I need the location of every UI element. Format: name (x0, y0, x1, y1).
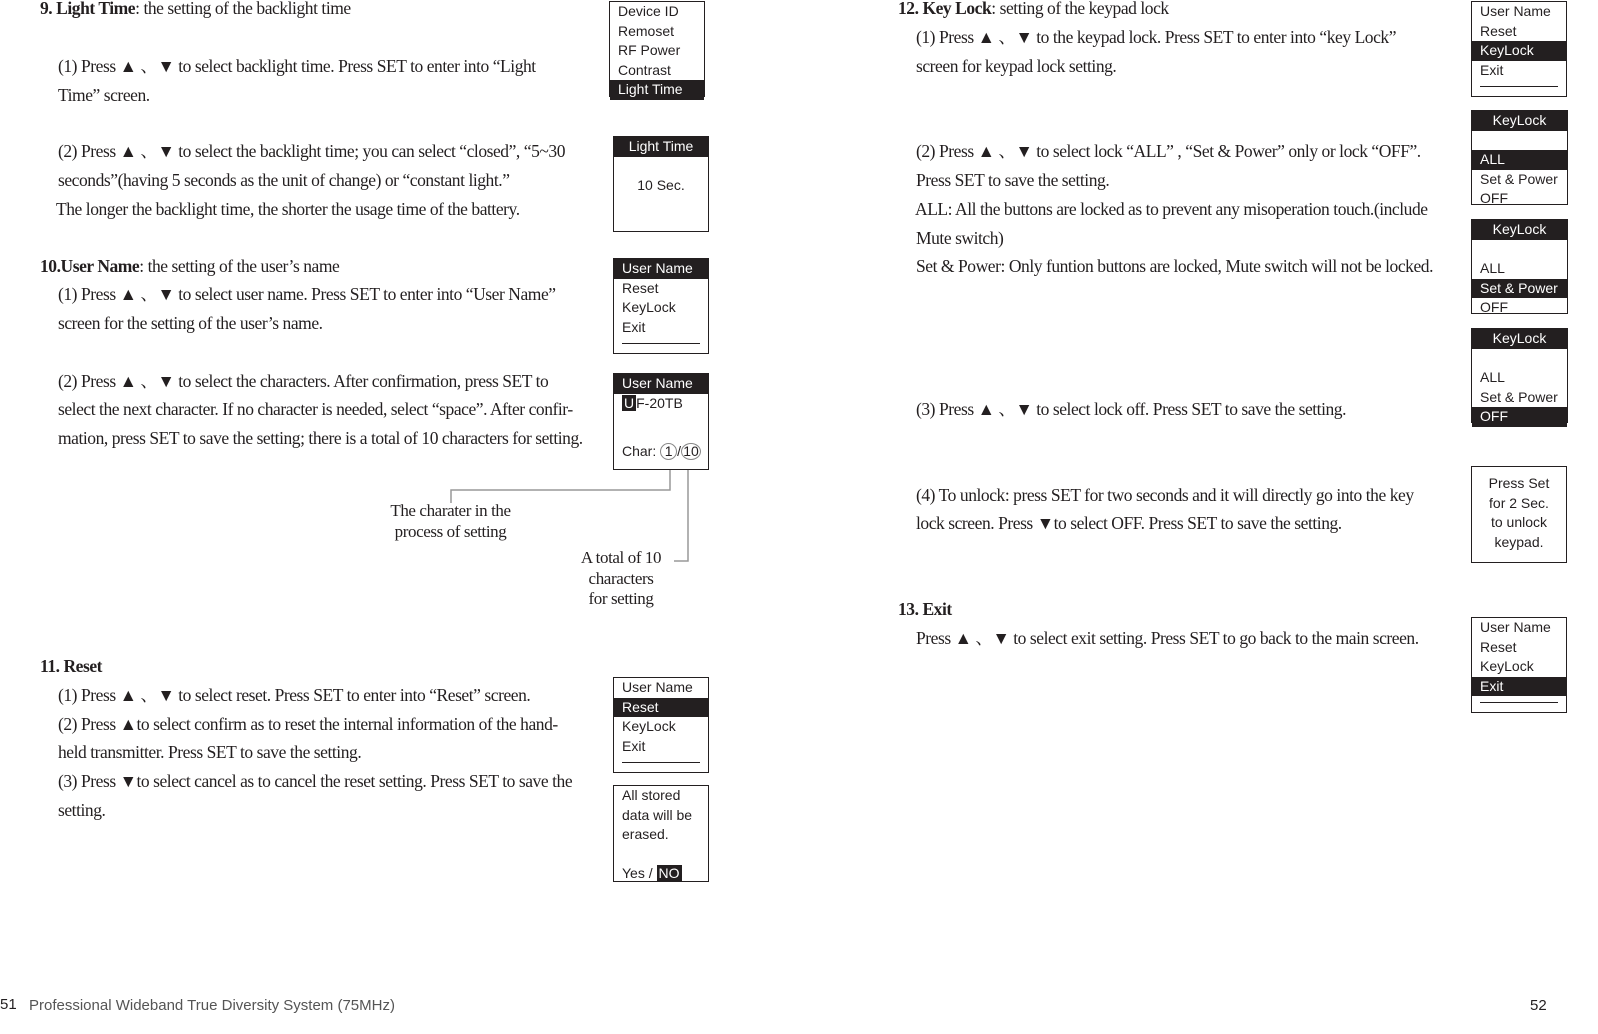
screen-row: All stored (622, 787, 681, 803)
paragraph-line: Press SET to save the setting. (916, 170, 1110, 190)
screen-row: User Name (1480, 619, 1551, 635)
menu-reset-screen (613, 677, 709, 773)
screen-row: Device ID (618, 3, 679, 19)
paragraph-line: (4) To unlock: press SET for two seconds and it will directly go into the key (916, 485, 1414, 505)
screen-row (1472, 349, 1567, 369)
screen-row: OFF (1480, 190, 1508, 206)
screen-row: RF Power (618, 42, 681, 58)
paragraph-line: (1) Press ▲ 、▼ to the keypad lock. Press SET to enter into “key Lock” (916, 27, 1397, 47)
keylock-all-screen (1471, 110, 1568, 205)
char-counter (614, 442, 708, 462)
screen-row: OFF (1480, 299, 1508, 315)
screen-row (614, 157, 708, 177)
screen-row: Remoset (618, 22, 675, 39)
annotation-char-in-process: The charater in the process of setting (390, 501, 511, 541)
reset-confirm-screen (613, 785, 709, 882)
char-position: 1 (660, 443, 677, 460)
no-option-selected: NO (658, 865, 680, 881)
screen-row: User Name (622, 679, 693, 695)
screen-row: 10 Sec. (637, 177, 685, 193)
screen-row: Contrast (618, 61, 671, 78)
paragraph-line: (1) Press ▲ 、▼ to select reset. Press SET to enter into “Reset” screen. (58, 685, 531, 705)
screen-row-selected: Set & Power (1472, 279, 1567, 299)
paragraph-line: (3) Press ▼to select cancel as to cancel the reset setting. Press SET to save the (58, 771, 573, 791)
screen-row: keypad. (1494, 533, 1544, 550)
screen-row: KeyLock (1480, 658, 1534, 674)
screen-divider (1480, 86, 1558, 87)
user-name-edit-screen (613, 373, 709, 470)
paragraph-line: (1) Press ▲ 、▼ to select user name. Press SET to enter into “User Name” (58, 284, 556, 304)
screen-row-selected: KeyLock (1472, 111, 1567, 131)
cursor-character: U (624, 394, 635, 411)
paragraph-line: (2) Press ▲ 、▼ to select the characters. After confirmation, press SET to (58, 371, 549, 391)
screen-row-selected: KeyLock (1472, 220, 1567, 240)
screen-divider (622, 762, 700, 763)
screen-row: Set & Power (1480, 388, 1558, 405)
paragraph-line: ALL: All the buttons are locked as to prevent any misoperation touch.(include (915, 199, 1428, 219)
menu-user-name-screen (613, 258, 709, 354)
paragraph-line: (3) Press ▲ 、▼ to select lock off. Press SET to save the setting. (916, 399, 1347, 419)
paragraph-line: seconds”(having 5 seconds as the unit of change) or “constant light.” (58, 170, 510, 190)
user-name-value (614, 394, 708, 414)
screen-row: ALL (1480, 260, 1505, 276)
paragraph-line: screen for the setting of the user’s name. (58, 313, 323, 333)
screen-row (614, 845, 708, 865)
section-light-time-heading: 9. Light Time: the setting of the backlight time (40, 0, 351, 18)
screen-row: Reset (622, 279, 659, 296)
screen-row-selected: ALL (1472, 150, 1567, 170)
paragraph-line: setting. (58, 800, 106, 820)
char-label: Char: (622, 443, 661, 459)
left-page-number: 51 (0, 996, 17, 1013)
screen-row: data will be (622, 806, 693, 823)
screen-row: Exit (1480, 61, 1504, 78)
screen-row-selected: Exit (1472, 677, 1566, 697)
menu-keylock-screen (1471, 1, 1567, 97)
paragraph-line: lock screen. Press ▼to select OFF. Press SET to save the setting. (916, 513, 1342, 533)
paragraph-line: Set & Power: Only funtion buttons are locked, Mute switch will not be locked. (916, 256, 1434, 276)
paragraph-line: (2) Press ▲ 、▼ to select lock “ALL” , “Set & Power” only or lock “OFF”. (916, 141, 1421, 161)
screen-row-selected: KeyLock (1472, 41, 1566, 61)
screen-row-selected: Light Time (610, 80, 704, 100)
screen-row (1472, 131, 1567, 151)
light-time-screen (613, 136, 709, 232)
paragraph-line: (1) Press ▲ 、▼ to select backlight time. Press SET to enter into “Light (58, 56, 536, 76)
char-total: 10 (681, 443, 701, 460)
screen-row: Reset (1480, 22, 1517, 39)
paragraph-line: screen for keypad lock setting. (916, 56, 1117, 76)
screen-row-selected: KeyLock (1472, 329, 1567, 349)
screen-row: Exit (622, 737, 646, 754)
footer-title: Professional Wideband True Diversity System (75MHz) (29, 997, 395, 1014)
screen-row: ALL (1480, 369, 1505, 385)
screen-row: to unlock (1490, 514, 1548, 530)
section-reset-heading: 11. Reset (40, 656, 103, 676)
screen-row: KeyLock (622, 718, 676, 734)
screen-row: User Name (1480, 3, 1551, 19)
unlock-screen (1471, 466, 1567, 563)
menu-light-time-screen (609, 1, 705, 97)
right-page-number: 52 (1530, 997, 1547, 1014)
paragraph-line: (2) Press ▲ 、▼ to select the backlight time; you can select “closed”, “5~30 (58, 141, 566, 161)
keylock-off-screen (1471, 328, 1568, 423)
paragraph-line: held transmitter. Press SET to save the setting. (58, 742, 362, 762)
keylock-set-power-screen (1471, 219, 1568, 314)
yes-option: Yes / (622, 865, 657, 881)
section-user-name-heading: 10.User Name: the setting of the user’s name (40, 256, 340, 276)
screen-divider (622, 343, 700, 344)
screen-divider (1480, 702, 1558, 703)
screen-row (1472, 240, 1567, 260)
paragraph-line: select the next character. If no character is needed, select “space”. After confir- (58, 399, 573, 419)
screen-row-selected: User Name (614, 259, 708, 279)
screen-row: KeyLock (622, 299, 676, 315)
name-text: F-20TB (636, 394, 683, 411)
paragraph-line: mation, press SET to save the setting; there is a total of 10 characters for setting. (58, 428, 583, 448)
paragraph-line: Mute switch) (916, 228, 1004, 248)
paragraph-line: Time” screen. (58, 85, 150, 105)
section-exit-heading: 13. Exit (898, 599, 952, 619)
screen-row-selected: Reset (614, 698, 708, 718)
screen-row-selected: Light Time (614, 137, 708, 157)
screen-row: Set & Power (1480, 170, 1558, 187)
paragraph-line: Press ▲ 、▼ to select exit setting. Press SET to go back to the main screen. (916, 628, 1419, 648)
screen-row: Press Set (1488, 475, 1550, 491)
screen-row: Exit (622, 318, 646, 335)
menu-exit-screen (1471, 617, 1567, 713)
annotation-total-characters: A total of 10 characters for setting (580, 548, 662, 608)
paragraph-line: (2) Press ▲to select confirm as to reset the internal information of the hand- (58, 714, 558, 734)
char-separator: / (677, 443, 682, 459)
screen-row-selected: OFF (1472, 407, 1567, 427)
paragraph-line: The longer the backlight time, the shorter the usage time of the battery. (56, 199, 520, 219)
screen-row: erased. (622, 826, 669, 842)
section-key-lock-heading: 12. Key Lock: setting of the keypad lock (898, 0, 1169, 18)
screen-row: Reset (1480, 638, 1517, 655)
confirm-options (614, 864, 708, 884)
screen-row: for 2 Sec. (1489, 494, 1549, 511)
screen-row-selected: User Name (614, 374, 708, 394)
